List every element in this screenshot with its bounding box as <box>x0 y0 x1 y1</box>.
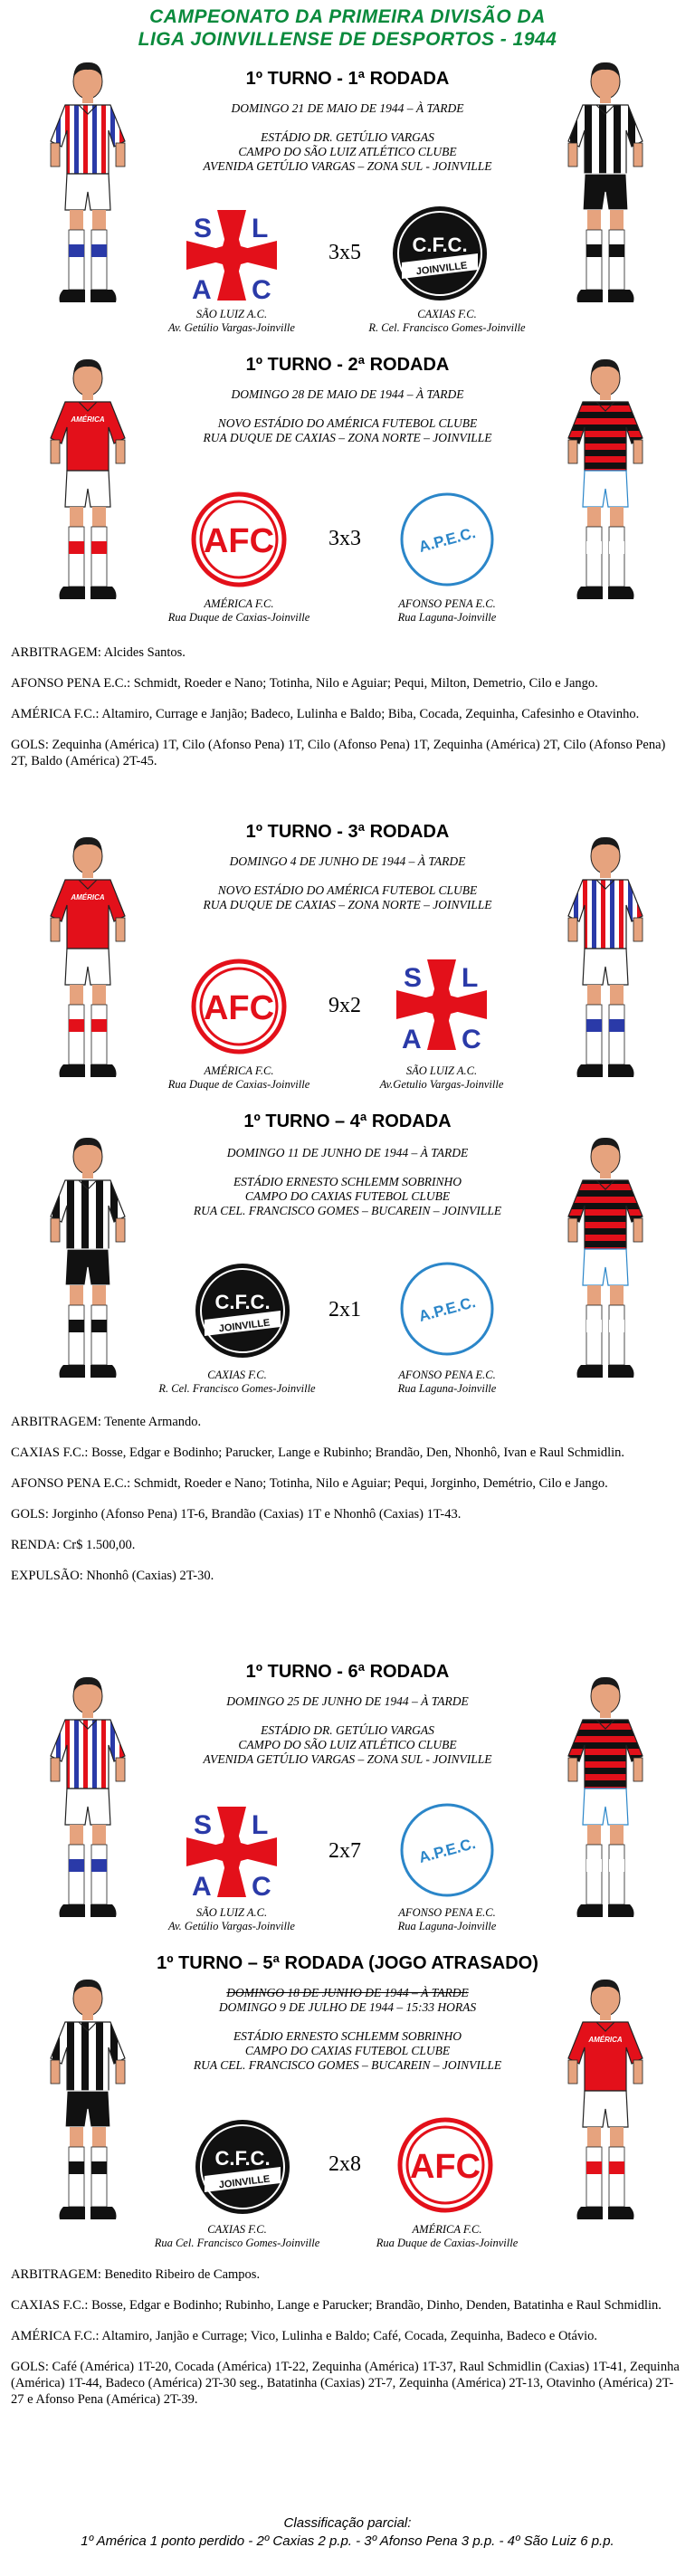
match-5-address: AVENIDA GETÚLIO VARGAS – ZONA SUL - JOINVILLE <box>203 1752 492 1766</box>
match-4-date: DOMINGO 11 DE JUNHO DE 1944 – À TARDE <box>226 1146 469 1159</box>
match-6-lineup-caxias: CAXIAS F.C.: Bosse, Edgar e Bodinho; Rubinho, Lange e Parucker; Brandão, Dinho, Denden, Batatinha e Raul Schmidlin. <box>11 2298 662 2313</box>
player-figure-icon <box>556 1975 655 2237</box>
svg-text:C: C <box>462 1025 481 1054</box>
match-3-date: DOMINGO 4 DE JUNHO DE 1944 – À TARDE <box>229 854 466 868</box>
match-6-date: DOMINGO 9 DE JULHO DE 1944 – 15:33 HORAS <box>218 2000 477 2014</box>
svg-text:A.P.E.C.: A.P.E.C. <box>416 1835 478 1866</box>
match-2-away-crest-afonso <box>396 489 498 590</box>
match-6-address: RUA CEL. FRANCISCO GOMES – BUCAREIN – JOINVILLE <box>193 2058 502 2072</box>
match-1-title: 1º TURNO - 1ª RODADA <box>245 69 450 89</box>
svg-text:S: S <box>194 1810 213 1840</box>
match-6-lineup-america: AMÉRICA F.C.: Altamiro, Janjão e Currage; Vico, Lulinha e Baldo; Café, Cocada, Zequinha, Badeco e Otávio. <box>11 2329 598 2343</box>
match-6-goals: GOLS: Café (América) 1T-20, Cocada (América) 1T-22, Zequinha (América) 1T-37, Raul Schmidlin (Caxias) 1T-41, Zequinha (América) 1T-44, Badeco (América) 2T-30 seg., Batatinha (Caxias) 2T-7, Zequinha (América) 2T-13, Otavinho (América) 2T-27 e Afonso Pena (América) 2T-39. <box>11 2360 680 2407</box>
match-1-stadium: ESTÁDIO DR. GETÚLIO VARGAS <box>261 130 434 144</box>
svg-text:A.P.E.C.: A.P.E.C. <box>416 1293 478 1325</box>
svg-text:C.F.C.: C.F.C. <box>214 2147 271 2170</box>
svg-text:JOINVILLE: JOINVILLE <box>218 1317 271 1335</box>
club-crest-icon <box>181 1801 282 1903</box>
match-4-referee: ARBITRAGEM: Tenente Armando. <box>11 1415 202 1429</box>
club-crest-icon <box>391 954 492 1055</box>
match-6-home-caption: CAXIAS F.C. Rua Cel. Francisco Gomes-Joinville <box>154 2223 320 2249</box>
match-2-home-player <box>38 355 138 617</box>
svg-text:L: L <box>252 1810 269 1840</box>
svg-text:L: L <box>462 963 479 993</box>
match-2-score: 3x3 <box>328 527 361 550</box>
match-4-details <box>11 1414 685 1598</box>
match-6-away-player <box>556 1975 655 2237</box>
standings-title: Classificação parcial: <box>283 2515 412 2531</box>
match-5-score: 2x7 <box>328 1839 361 1863</box>
svg-text:A.P.E.C.: A.P.E.C. <box>416 524 478 556</box>
match-5-stadium: ESTÁDIO DR. GETÚLIO VARGAS <box>261 1723 434 1737</box>
match-1-info <box>136 101 559 174</box>
match-6-score: 2x8 <box>328 2152 361 2176</box>
match-1-venue: CAMPO DO SÃO LUIZ ATLÉTICO CLUBE <box>238 145 457 158</box>
match-4-away-crest-afonso <box>396 1258 498 1360</box>
match-4-revenue: RENDA: Cr$ 1.500,00. <box>11 1538 136 1552</box>
player-figure-icon <box>556 1673 655 1935</box>
match-3-away-caption: SÃO LUIZ A.C. Av.Getulio Vargas-Joinville <box>379 1064 504 1091</box>
match-4-home-crest-caxias <box>192 1260 293 1361</box>
club-crest-icon <box>188 489 290 590</box>
svg-text:S: S <box>404 963 423 993</box>
match-6-stadium: ESTÁDIO ERNESTO SCHLEMM SOBRINHO <box>233 2029 462 2043</box>
match-4-info <box>136 1146 559 1218</box>
club-crest-icon <box>192 2116 293 2218</box>
match-6-away-caption: AMÉRICA F.C. Rua Duque de Caxias-Joinville <box>376 2223 519 2249</box>
match-2-address: RUA DUQUE DE CAXIAS – ZONA NORTE – JOINVILLE <box>203 431 492 444</box>
match-5-venue: CAMPO DO SÃO LUIZ ATLÉTICO CLUBE <box>238 1738 457 1751</box>
svg-text:A: A <box>192 1872 212 1902</box>
player-figure-icon <box>556 833 655 1095</box>
match-4-score: 2x1 <box>328 1298 361 1321</box>
match-5-title: 1º TURNO - 6ª RODADA <box>245 1662 450 1682</box>
club-crest-icon <box>192 1260 293 1361</box>
match-3-home-crest-america <box>188 956 290 1057</box>
svg-text:AFC: AFC <box>203 522 275 560</box>
match-1-home-crest-saoluiz <box>181 205 282 306</box>
player-figure-icon <box>38 833 138 1095</box>
match-1-away-caption: CAXIAS F.C. R. Cel. Francisco Gomes-Joinville <box>368 308 526 334</box>
match-3-away-player <box>556 833 655 1095</box>
match-4-home-player <box>38 1133 138 1396</box>
svg-text:L: L <box>252 214 269 243</box>
svg-text:AMÉRICA: AMÉRICA <box>71 415 105 424</box>
player-figure-icon <box>38 1975 138 2237</box>
match-6-details <box>11 2266 685 2422</box>
match-2-home-crest-america <box>188 489 290 590</box>
match-1-away-player <box>556 58 655 320</box>
match-4-stadium: ESTÁDIO ERNESTO SCHLEMM SOBRINHO <box>233 1175 462 1188</box>
match-5-home-caption: SÃO LUIZ A.C. Av. Getúlio Vargas-Joinville <box>168 1906 295 1932</box>
svg-text:C.F.C.: C.F.C. <box>412 234 468 256</box>
player-figure-icon <box>38 1673 138 1935</box>
match-2-away-player <box>556 355 655 617</box>
club-crest-icon <box>396 489 498 590</box>
match-6-title: 1º TURNO – 5ª RODADA (JOGO ATRASADO) <box>157 1953 538 1973</box>
club-crest-icon <box>389 203 490 304</box>
match-1-home-caption: SÃO LUIZ A.C. Av. Getúlio Vargas-Joinville <box>168 308 295 334</box>
match-2-date: DOMINGO 28 DE MAIO DE 1944 – À TARDE <box>231 387 464 401</box>
match-2-stadium: NOVO ESTÁDIO DO AMÉRICA FUTEBOL CLUBE <box>217 416 478 430</box>
match-4-goals: GOLS: Jorginho (Afonso Pena) 1T-6, Brandão (Caxias) 1T e Nhonhô (Caxias) 1T-43. <box>11 1507 462 1522</box>
svg-text:AFC: AFC <box>203 989 275 1027</box>
player-figure-icon <box>38 58 138 320</box>
player-figure-icon <box>556 58 655 320</box>
svg-text:JOINVILLE: JOINVILLE <box>415 260 469 278</box>
match-1-away-crest-caxias <box>389 203 490 304</box>
match-2-away-caption: AFONSO PENA E.C. Rua Laguna-Joinville <box>397 597 497 624</box>
svg-text:C: C <box>252 275 271 305</box>
match-4-title: 1º TURNO – 4ª RODADA <box>243 1111 452 1131</box>
match-2-lineup-afonso: AFONSO PENA E.C.: Schmidt, Roeder e Nano; Totinha, Nilo e Aguiar; Pequi, Milton, Demetrio, Cilo e Jango. <box>11 676 598 691</box>
svg-text:S: S <box>194 214 213 243</box>
match-5-date: DOMINGO 25 DE JUNHO DE 1944 – À TARDE <box>226 1694 469 1708</box>
standings-text: 1º América 1 ponto perdido - 2º Caxias 2 p.p. - 3º Afonso Pena 3 p.p. - 4º São Luiz 6 p.p. <box>81 2533 614 2549</box>
match-5-away-crest-afonso <box>396 1799 498 1901</box>
player-figure-icon <box>556 355 655 617</box>
match-6-venue: CAMPO DO CAXIAS FUTEBOL CLUBE <box>244 2044 451 2057</box>
svg-text:C.F.C.: C.F.C. <box>214 1291 271 1313</box>
match-6-info <box>136 1986 559 2073</box>
match-3-home-caption: AMÉRICA F.C. Rua Duque de Caxias-Joinville <box>167 1064 310 1091</box>
match-4-lineup-caxias: CAXIAS F.C.: Bosse, Edgar e Bodinho; Parucker, Lange e Rubinho; Brandão, Den, Nhonhô, Ivan e Raul Schmidlin. <box>11 1445 625 1460</box>
match-3-title: 1º TURNO - 3ª RODADA <box>245 822 450 842</box>
match-1-score: 3x5 <box>328 241 361 264</box>
player-figure-icon <box>556 1133 655 1396</box>
club-crest-icon <box>396 1799 498 1901</box>
match-5-away-player <box>556 1673 655 1935</box>
match-6-original-date: DOMINGO 18 DE JUNHO DE 1944 – À TARDE <box>226 1986 469 1999</box>
svg-text:C: C <box>252 1872 271 1902</box>
match-4-venue: CAMPO DO CAXIAS FUTEBOL CLUBE <box>244 1189 451 1203</box>
match-2-info <box>136 387 559 445</box>
match-4-away-caption: AFONSO PENA E.C. Rua Laguna-Joinville <box>397 1369 497 1395</box>
match-5-home-crest-saoluiz <box>181 1801 282 1903</box>
match-4-away-player <box>556 1133 655 1396</box>
match-1-date: DOMINGO 21 DE MAIO DE 1944 – À TARDE <box>231 101 464 115</box>
match-3-home-player <box>38 833 138 1095</box>
svg-text:AFC: AFC <box>409 2148 481 2186</box>
match-5-home-player <box>38 1673 138 1935</box>
match-6-home-crest-caxias <box>192 2116 293 2218</box>
club-crest-icon <box>181 205 282 306</box>
match-6-home-player <box>38 1975 138 2237</box>
match-4-address: RUA CEL. FRANCISCO GOMES – BUCAREIN – JOINVILLE <box>193 1204 502 1217</box>
match-5-away-caption: AFONSO PENA E.C. Rua Laguna-Joinville <box>397 1906 497 1932</box>
match-1-address: AVENIDA GETÚLIO VARGAS – ZONA SUL - JOINVILLE <box>203 159 492 173</box>
match-2-lineup-america: AMÉRICA F.C.: Altamiro, Currage e Janjão; Badeco, Lulinha e Baldo; Biba, Cocada, Zequinha, Cafesinho e Otavinho. <box>11 707 640 721</box>
match-4-home-caption: CAXIAS F.C. R. Cel. Francisco Gomes-Joinville <box>158 1369 316 1395</box>
svg-text:A: A <box>402 1025 422 1054</box>
club-crest-icon <box>396 1258 498 1360</box>
match-2-goals: GOLS: Zequinha (América) 1T, Cilo (Afonso Pena) 1T, Cilo (Afonso Pena) 1T, Zequinha (América) 2T, Cilo (Afonso Pena) 2T, Baldo (América) 2T-45. <box>11 738 666 768</box>
club-crest-icon <box>395 2114 496 2216</box>
match-3-score: 9x2 <box>328 994 361 1017</box>
svg-text:AMÉRICA: AMÉRICA <box>588 2036 623 2044</box>
svg-text:JOINVILLE: JOINVILLE <box>218 2173 271 2191</box>
player-figure-icon <box>38 355 138 617</box>
match-2-home-caption: AMÉRICA F.C. Rua Duque de Caxias-Joinville <box>167 597 310 624</box>
svg-text:A: A <box>192 275 212 305</box>
match-3-info <box>136 854 559 912</box>
match-4-expulsion: EXPULSÃO: Nhonhô (Caxias) 2T-30. <box>11 1569 214 1583</box>
page-header <box>0 0 695 51</box>
player-figure-icon <box>38 1133 138 1396</box>
svg-text:AMÉRICA: AMÉRICA <box>71 893 105 902</box>
header-line-1: CAMPEONATO DA PRIMEIRA DIVISÃO DA <box>149 6 546 27</box>
match-5-info <box>136 1694 559 1767</box>
header-line-2: LIGA JOINVILLENSE DE DESPORTOS - 1944 <box>138 29 557 50</box>
club-crest-icon <box>188 956 290 1057</box>
match-3-away-crest-saoluiz <box>391 954 492 1055</box>
match-3-address: RUA DUQUE DE CAXIAS – ZONA NORTE – JOINVILLE <box>203 898 492 911</box>
match-1-home-player <box>38 58 138 320</box>
partial-standings <box>0 2514 695 2551</box>
match-3-stadium: NOVO ESTÁDIO DO AMÉRICA FUTEBOL CLUBE <box>217 883 478 897</box>
match-2-details <box>11 644 685 784</box>
match-6-referee: ARBITRAGEM: Benedito Ribeiro de Campos. <box>11 2267 261 2282</box>
match-2-title: 1º TURNO - 2ª RODADA <box>245 355 450 375</box>
match-6-away-crest-america <box>395 2114 496 2216</box>
match-4-lineup-afonso: AFONSO PENA E.C.: Schmidt, Roeder e Nano; Totinha, Nilo e Aguiar; Pequi, Jorginho, Demétrio, Cilo e Jango. <box>11 1476 608 1491</box>
match-2-referee: ARBITRAGEM: Alcides Santos. <box>11 645 186 660</box>
